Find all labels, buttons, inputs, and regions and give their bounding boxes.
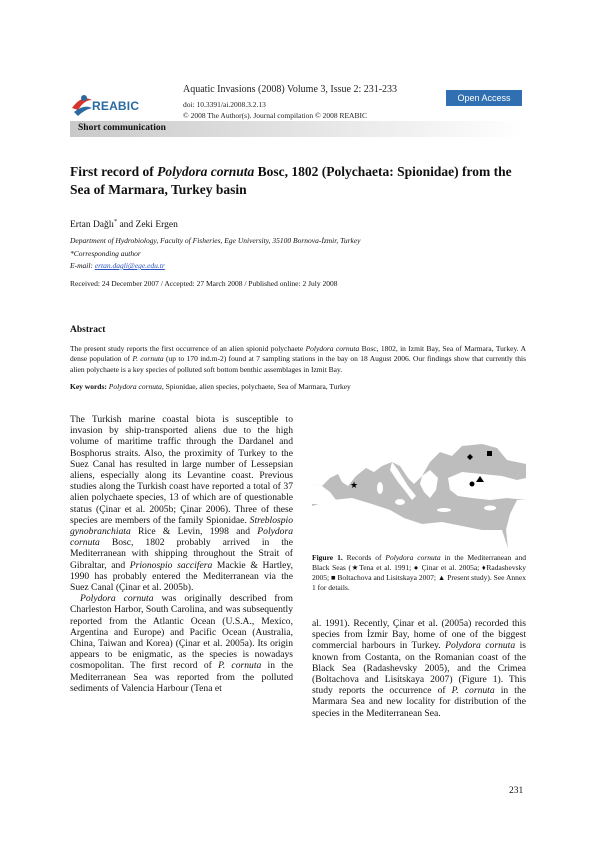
abstract-text: The present study reports the first occurrence of an alien spionid polychaete Polydora cornuta Bosc, 1802, in Izmit Bay, Sea of Marmara, Turkey. A dense population of P. cornuta (up to 170 ind.m-2) found at 7 sampling stations in the bay on 18 August 2006. Our findings show that currently this alien polychaete is a key species of polluted soft bottom benthic assemblages in Izmit Bay.	[70, 344, 527, 374]
keywords: Key words: Polydora cornuta, Spionidae, alien species, polychaete, Sea of Marmara, Turkey	[70, 382, 351, 391]
journal-citation: Aquatic Invasions (2008) Volume 3, Issue 2: 231-233	[183, 84, 398, 95]
mediterranean-map	[312, 426, 526, 548]
logo-emblem-icon	[70, 90, 94, 118]
section-label: Short communication	[78, 123, 166, 133]
page-number: 231	[509, 786, 524, 796]
section-bar	[70, 121, 525, 137]
paragraph: The Turkish marine coastal biota is susceptible to invasion by ship-transported aliens due to the high volume of maritime traffic through the Dardanel and Bosphorus straits. Also, the proximity of Turkey to the Suez Canal has resulted in large number of Lessepsian aliens, especially along its Levantine coast. Previous studies along the Turkish coast have reported a total of 37 alien polychaete species, 13 of which are of questionable status (Çinar et al. 2005b; Çinar 2006). Three of these species are members of the family Spionidae. Streblospio gynobranchiata Rice & Levin, 1998 and Polydora cornuta Bosc, 1802 probably arrived in the Mediterranean with shipping throughout the Strait of Gibraltar, and Prionospio saccifera Mackie & Hartley, 1990 has probably entered the Mediterranean via the Suez Canal (Çinar et al. 2005b).	[70, 414, 293, 594]
body-column-left	[70, 414, 293, 694]
doi[interactable]: doi: 10.3391/ai.2008.3.2.13	[183, 100, 266, 109]
open-access-badge: Open Access	[446, 90, 522, 106]
paragraph: al. 1991). Recently, Çinar et al. (2005a) recorded this species from İzmir Bay, home of one of the biggest commercial harbours in Turkey. Polydora cornuta is known from Costanta, on the Romanian coast of the Black Sea (Radashevsky 2005), and the Crimea (Boltachova and Lisitskaya 2007) (Figure 1). This study reports the occurrence of P. cornuta in the Marmara Sea and new locality for distribution of the species in the Mediterranean Sea.	[312, 618, 527, 719]
abstract-heading: Abstract	[70, 325, 106, 335]
email-line: E-mail: ertan.dagli@ege.edu.tr	[70, 261, 165, 270]
circle-marker-icon	[470, 482, 475, 487]
paragraph: Polydora cornuta was originally described from Charleston Harbor, South Carolina, and was subsequently reported from the Atlantic Ocean (U.S.A., Mexico, Argentina and Europe) and Pacific Ocean (Australia, China, Taiwan and Korea) (Çinar et al. 2005a). Its origin appears to be enigmatic, as the species is nowadays cosmopolitan. The first record of P. cornuta in the Mediterranean Sea was reported from the polluted sediments of Valencia Harbour (Tena et	[70, 593, 294, 694]
corresponding-author-note: *Corresponding author	[70, 249, 141, 258]
article-title: First record of Polydora cornuta Bosc, 1802 (Polychaeta: Spionidae) from the Sea of Marmara, Turkey basin	[70, 164, 512, 197]
reabic-logo	[70, 88, 180, 118]
square-marker-icon	[487, 451, 492, 456]
copyright: © 2008 The Author(s). Journal compilation © 2008 REABIC	[183, 111, 367, 120]
email-link[interactable]: ertan.dagli@ege.edu.tr	[94, 261, 165, 270]
authors: Ertan Dağlı* and Zeki Ergen	[70, 219, 178, 231]
logo-text: REABIC	[92, 99, 140, 113]
figure-caption: Figure 1. Records of Polydora cornuta in the Mediterranean and Black Seas (★Tena et al. 1991; ● Çinar et al. 2005a; ♦Radashevsky 2005; ■ Boltachova and Lisitskaya 2007; ▲ Present study). See Annex 1 for details.	[312, 553, 526, 592]
affiliation: Department of Hydrobiology, Faculty of Fisheries, Ege University, 35100 Bornova-İzmir, Turkey	[70, 236, 361, 245]
figure-1-map	[312, 426, 526, 548]
star-marker-icon: ★	[350, 480, 359, 490]
body-column-right	[312, 618, 526, 719]
publication-dates: Received: 24 December 2007 / Accepted: 27 March 2008 / Published online: 2 July 2008	[70, 279, 338, 288]
